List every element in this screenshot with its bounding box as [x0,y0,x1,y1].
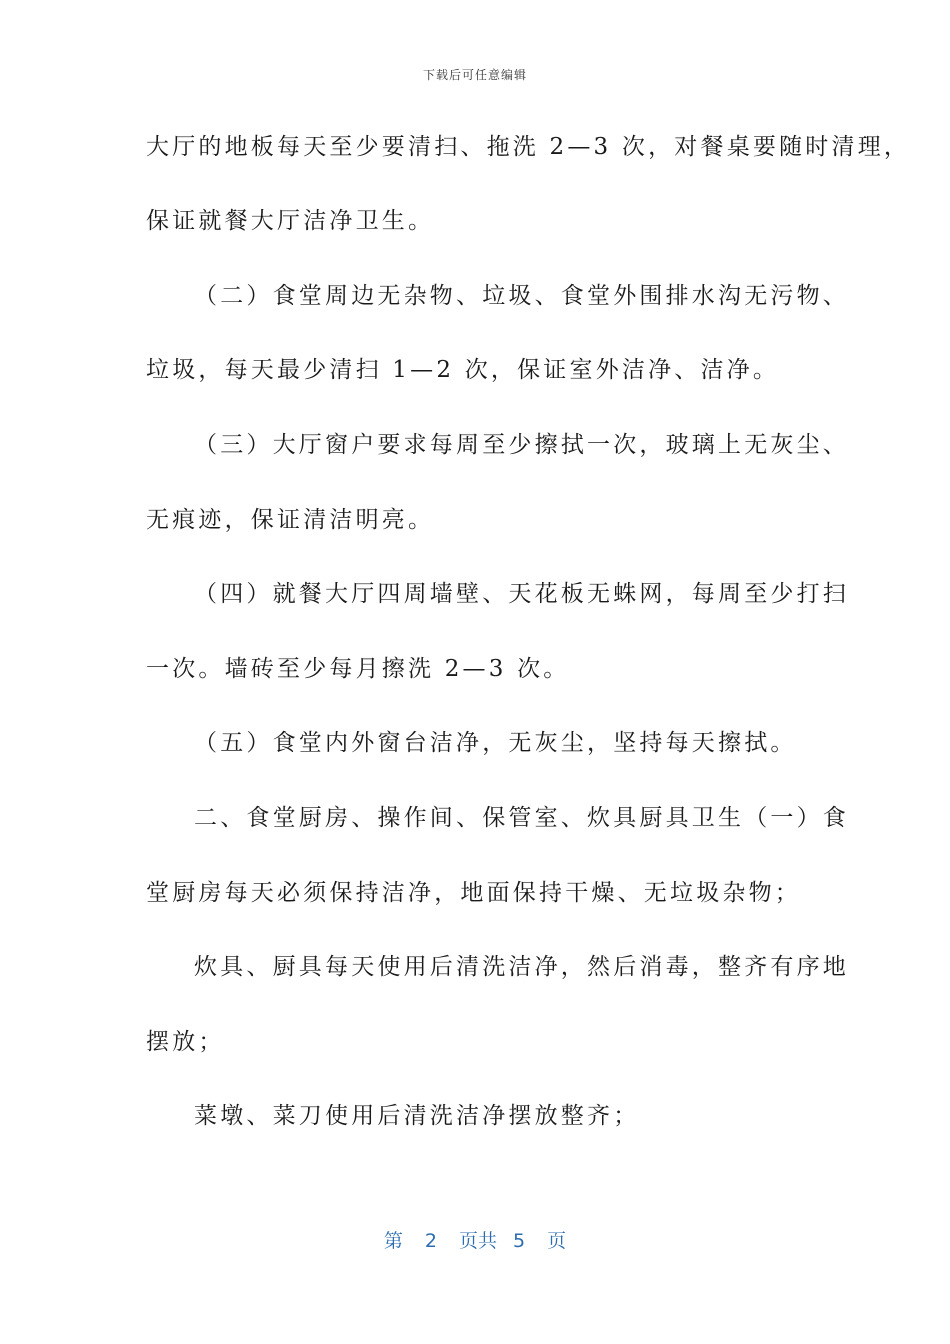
body-line: （二）食堂周边无杂物、垃圾、食堂外围排水沟无污物、 [194,283,849,309]
body-line: 二、食堂厨房、操作间、保管室、炊具厨具卫生（一）食 [194,805,849,831]
body-line: （三）大厅窗户要求每周至少擦拭一次，玻璃上无灰尘、 [194,432,849,458]
body-line: 垃圾，每天最少清扫 1—2 次，保证室外洁净、洁净。 [146,357,780,383]
page-header: 下载后可任意编辑 [422,68,527,82]
body-line: 无痕迹，保证清洁明亮。 [146,507,435,533]
body-line: 炊具、厨具每天使用后清洗洁净，然后消毒，整齐有序地 [194,954,849,980]
body-line: 大厅的地板每天至少要清扫、拖洗 2—3 次，对餐桌要随时清理， [146,134,911,160]
page-label-prefix: 第 [383,1230,403,1252]
body-line: 保证就餐大厅洁净卫生。 [146,208,435,234]
page-label-suffix: 页 [547,1230,567,1252]
body-line: 堂厨房每天必须保持洁净，地面保持干燥、无垃圾杂物； [146,880,801,906]
body-line: （四）就餐大厅四周墙壁、天花板无蛛网，每周至少打扫 [194,581,849,607]
page-footer [0,1226,950,1253]
body-line: 一次。墙砖至少每月擦洗 2—3 次。 [146,656,570,682]
total-pages-number: 5 [513,1230,526,1252]
body-line: （五）食堂内外窗台洁净，无灰尘，坚持每天擦拭。 [194,730,797,756]
current-page-number: 2 [424,1230,437,1252]
body-line: 菜墩、菜刀使用后清洗洁净摆放整齐； [194,1103,640,1129]
body-line: 摆放； [146,1029,225,1055]
page-label-mid: 页共 [458,1230,497,1252]
